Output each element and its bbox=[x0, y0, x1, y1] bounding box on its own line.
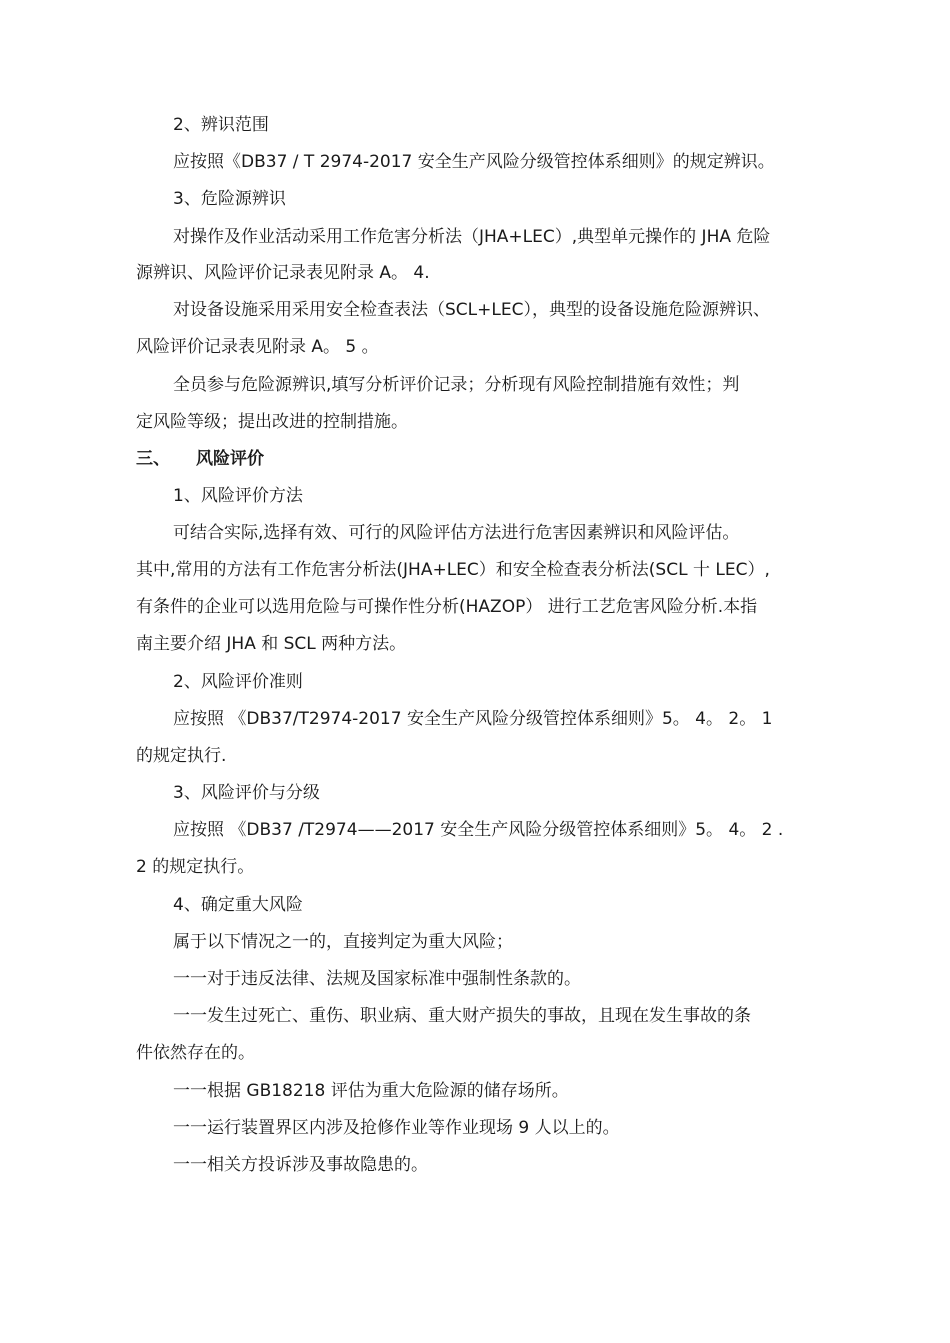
paragraph-line: 可结合实际,选择有效、可行的风险评估方法进行危害因素辨识和风险评估。 bbox=[173, 523, 740, 543]
section-heading-number: 三、 bbox=[136, 449, 170, 469]
subsection-title: 3、风险评价与分级 bbox=[173, 783, 320, 803]
subsection-title: 2、辨识范围 bbox=[173, 115, 269, 135]
paragraph-line: 南主要介绍 JHA 和 SCL 两种方法。 bbox=[136, 634, 407, 654]
paragraph-line: 对操作及作业活动采用工作危害分析法（JHA+LEC）,典型单元操作的 JHA 危险 bbox=[173, 227, 771, 247]
subsection-title: 1、风险评价方法 bbox=[173, 486, 303, 506]
section-heading bbox=[136, 447, 264, 471]
list-item: 一一发生过死亡、重伤、职业病、重大财产损失的事故，且现在发生事故的条 bbox=[173, 1006, 751, 1026]
paragraph-line: 应按照《DB37 / T 2974-2017 安全生产风险分级管控体系细则》的规定辨识。 bbox=[173, 152, 775, 172]
subsection-title: 3、危险源辨识 bbox=[173, 189, 286, 209]
section-heading-title: 风险评价 bbox=[196, 449, 264, 469]
paragraph-line: 应按照 《DB37/T2974-2017 安全生产风险分级管控体系细则》5。 4。 2。 1 bbox=[173, 709, 773, 729]
paragraph-line: 源辨识、风险评价记录表见附录 A。 4. bbox=[136, 263, 430, 283]
paragraph-line: 有条件的企业可以选用危险与可操作性分析(HAZOP） 进行工艺危害风险分析.本指 bbox=[136, 597, 758, 617]
paragraph-line: 其中,常用的方法有工作危害分析法(JHA+LEC）和安全检查表分析法(SCL 十 LEC）, bbox=[136, 560, 770, 580]
paragraph-line: 全员参与危险源辨识,填写分析评价记录；分析现有风险控制措施有效性；判 bbox=[173, 375, 740, 395]
paragraph-line: 属于以下情况之一的，直接判定为重大风险； bbox=[173, 932, 513, 952]
list-item: 一一根据 GB18218 评估为重大危险源的储存场所。 bbox=[173, 1081, 569, 1101]
subsection-title: 2、风险评价准则 bbox=[173, 672, 303, 692]
list-item: 一一运行装置界区内涉及抢修作业等作业现场 9 人以上的。 bbox=[173, 1118, 620, 1138]
list-item: 一一相关方投诉涉及事故隐患的。 bbox=[173, 1155, 428, 1175]
paragraph-line: 的规定执行. bbox=[136, 746, 227, 766]
paragraph-line: 应按照 《DB37 /T2974——2017 安全生产风险分级管控体系细则》5。 4。 2 . bbox=[173, 820, 784, 840]
list-item-continuation: 件依然存在的。 bbox=[136, 1043, 255, 1063]
paragraph-line: 风险评价记录表见附录 A。 5 。 bbox=[136, 337, 379, 357]
list-item: 一一对于违反法律、法规及国家标准中强制性条款的。 bbox=[173, 969, 581, 989]
paragraph-line: 对设备设施采用采用安全检查表法（SCL+LEC），典型的设备设施危险源辨识、 bbox=[173, 300, 770, 320]
paragraph-line: 定风险等级；提出改进的控制措施。 bbox=[136, 412, 408, 432]
subsection-title: 4、确定重大风险 bbox=[173, 895, 303, 915]
paragraph-line: 2 的规定执行。 bbox=[136, 857, 255, 877]
